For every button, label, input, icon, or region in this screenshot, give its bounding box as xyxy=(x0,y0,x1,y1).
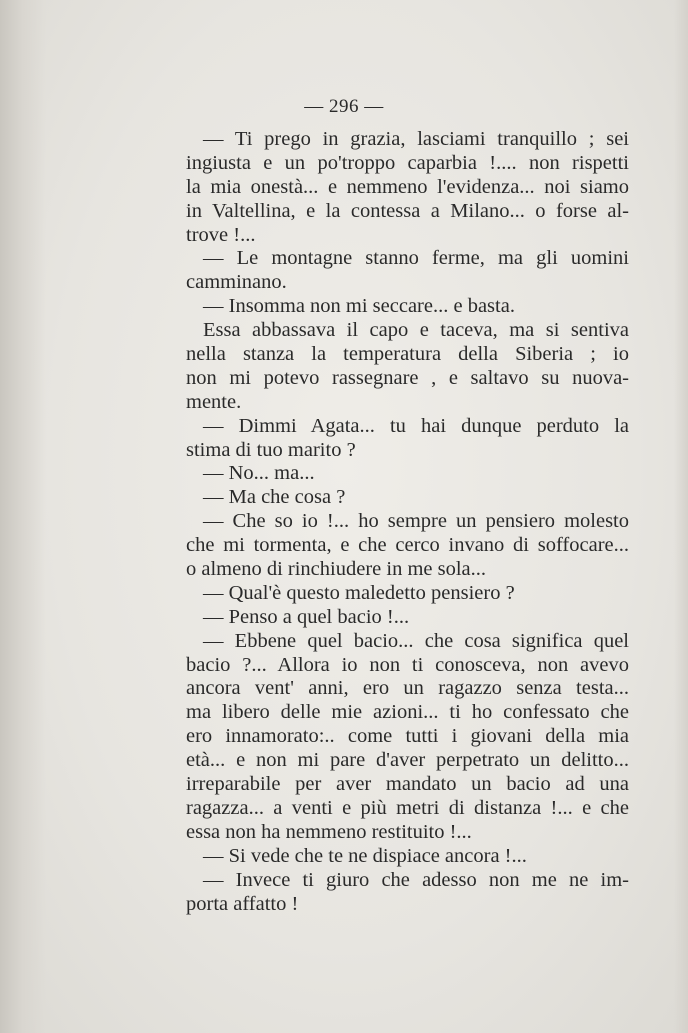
text-line: la mia onestà... e nemmeno l'evidenza... noi siamo xyxy=(186,175,629,198)
text-line: trove !... xyxy=(186,223,256,246)
text-line: non mi potevo rassegnare , e saltavo su nuova- xyxy=(186,366,629,389)
text-line: ancora vent' anni, ero un ragazzo senza testa... xyxy=(186,677,629,700)
text-line: — Che so io !... ho sempre un pensiero molesto xyxy=(203,510,629,533)
text-line: che mi tormenta, e che cerco invano di soffocare... xyxy=(186,534,629,557)
page-gutter-shadow xyxy=(0,0,46,1033)
text-line: — Penso a quel bacio !... xyxy=(203,605,410,628)
text-line: ma libero delle mie azioni... ti ho confessato che xyxy=(186,701,629,724)
text-line: stima di tuo marito ? xyxy=(186,438,356,461)
body-text xyxy=(186,128,629,916)
text-line: mente. xyxy=(186,390,242,413)
text-line: — Si vede che te ne dispiace ancora !... xyxy=(203,844,527,867)
text-line: essa non ha nemmeno restituito !... xyxy=(186,820,472,843)
page-number: — 296 — xyxy=(304,96,384,117)
text-line: porta affatto ! xyxy=(186,892,299,915)
page-edge-shadow xyxy=(674,0,688,1033)
text-line: età... e non mi pare d'aver perpetrato un delitto... xyxy=(186,749,629,772)
text-line: — Invece ti giuro che adesso non me ne im- xyxy=(203,868,629,891)
text-line: nella stanza la temperatura della Siberia ; io xyxy=(186,343,629,366)
text-line: in Valtellina, e la contessa a Milano... o forse al- xyxy=(186,199,629,222)
text-line: bacio ?... Allora io non ti conosceva, non avevo xyxy=(186,653,629,676)
text-line: ragazza... a venti e più metri di distanza !... e che xyxy=(186,796,629,819)
text-line: — Insomma non mi seccare... e basta. xyxy=(203,295,515,318)
text-line: — No... ma... xyxy=(203,462,315,485)
text-line: Essa abbassava il capo e taceva, ma si sentiva xyxy=(203,319,629,342)
text-line: — Dimmi Agata... tu hai dunque perduto la xyxy=(203,414,629,437)
text-line: irreparabile per aver mandato un bacio ad una xyxy=(186,773,629,796)
text-line: ingiusta e un po'troppo caparbia !.... non rispetti xyxy=(186,151,629,174)
text-line: — Ma che cosa ? xyxy=(203,486,346,509)
text-line: — Ebbene quel bacio... che cosa significa quel xyxy=(203,629,629,652)
text-line: camminano. xyxy=(186,271,287,294)
text-line: — Ti prego in grazia, lasciami tranquillo ; sei xyxy=(203,128,629,150)
text-line: ero innamorato:.. come tutti i giovani della mia xyxy=(186,725,629,748)
text-line: — Qual'è questo maledetto pensiero ? xyxy=(203,581,515,604)
text-line: — Le montagne stanno ferme, ma gli uomini xyxy=(203,247,629,270)
text-line: o almeno di rinchiudere in me sola... xyxy=(186,558,487,581)
